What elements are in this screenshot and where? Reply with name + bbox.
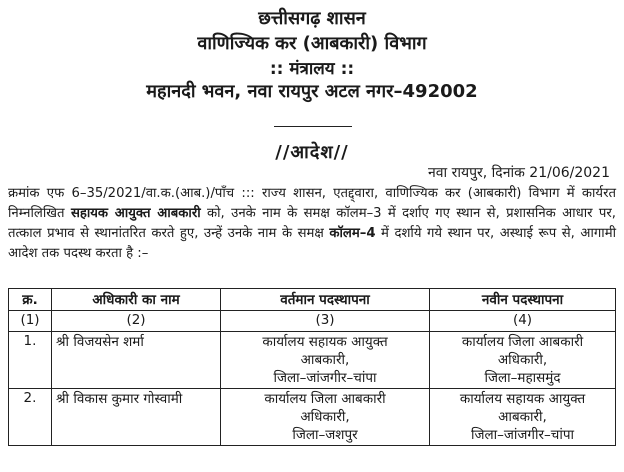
order-date: नवा रायपुर, दिनांक 21/06/2021 [427,165,610,181]
transfer-table [8,288,616,446]
header-current: वर्तमान पदस्थापना [221,289,430,311]
row-sno: 1. [9,332,52,389]
department-title: वाणिज्यिक कर (आबकारी) विभाग [197,33,427,54]
row-new-line: जिला–महासमुंद [484,370,561,386]
order-paragraph [8,184,616,264]
para-text-1: क्रमांक एफ 6–35/2021/वा.क.(आब.)/पाँच ::: राज्य शासन, एतद्द्वारा, वाणिज्यिक कर (आबकारी) विभाग में कार्यरत निम्नलिखित [8,186,616,221]
colnum-2: (2) [52,311,221,332]
colnum-4: (4) [430,311,616,332]
row-new-line: अधिकारी, [497,352,548,368]
row-current-line: जिला–जांजगीर–चांपा [273,370,377,386]
row-current-line: कार्यालय जिला आबकारी [264,391,386,407]
row-current [221,332,430,389]
row-current-line: जिला–जशपुर [292,427,358,443]
govt-title: छत्तीसगढ़ शासन [258,8,366,29]
para-text-2: को, उनके नाम के समक्ष कॉलम–3 में दर्शाए गए स्थान से, प्रशासनिक आधार पर, तत्काल प्रभाव से स्थानांतरित करते हुए, उन्हें उनके नाम के समक्ष [8,206,616,241]
row-name: श्री विकास कुमार गोस्वामी [52,389,221,446]
para-text-3: में दर्शाये गये स्थान पर, अस्थाई रूप से, आगामी आदेश तक पदस्थ करता है :– [8,226,617,261]
colnum-1: (1) [9,311,52,332]
header-divider [274,126,352,127]
column-number-row [9,311,616,332]
row-new-line: जिला–जांजगीर–चांपा [470,427,575,443]
row-new [430,389,616,446]
table-header-row [9,289,616,311]
row-new-line: कार्यालय जिला आबकारी [461,334,584,350]
row-sno: 2. [9,389,52,446]
row-current [221,389,430,446]
header-name: अधिकारी का नाम [52,289,221,311]
row-new-line: आबकारी, [498,409,547,425]
row-name: श्री विजयसेन शर्मा [52,332,221,389]
row-new-line: कार्यालय सहायक आयुक्त [459,391,586,407]
header-sno: क्र. [9,289,52,311]
colnum-3: (3) [221,311,430,332]
row-current-line: कार्यालय सहायक आयुक्त [262,334,388,350]
para-bold-2: कॉलम–4 [329,226,376,241]
office-address: महानदी भवन, नवा रायपुर अटल नगर–492002 [146,81,478,102]
row-current-line: आबकारी, [300,352,350,368]
ministry-label: :: मंत्रालय :: [269,59,355,79]
row-new [430,332,616,389]
table-row [9,332,616,389]
header-new: नवीन पदस्थापना [430,289,616,311]
table-row [9,389,616,446]
para-bold-1: सहायक आयुक्त आबकारी [70,206,201,221]
order-title: //आदेश// [275,142,349,163]
row-current-line: अधिकारी, [300,409,350,425]
